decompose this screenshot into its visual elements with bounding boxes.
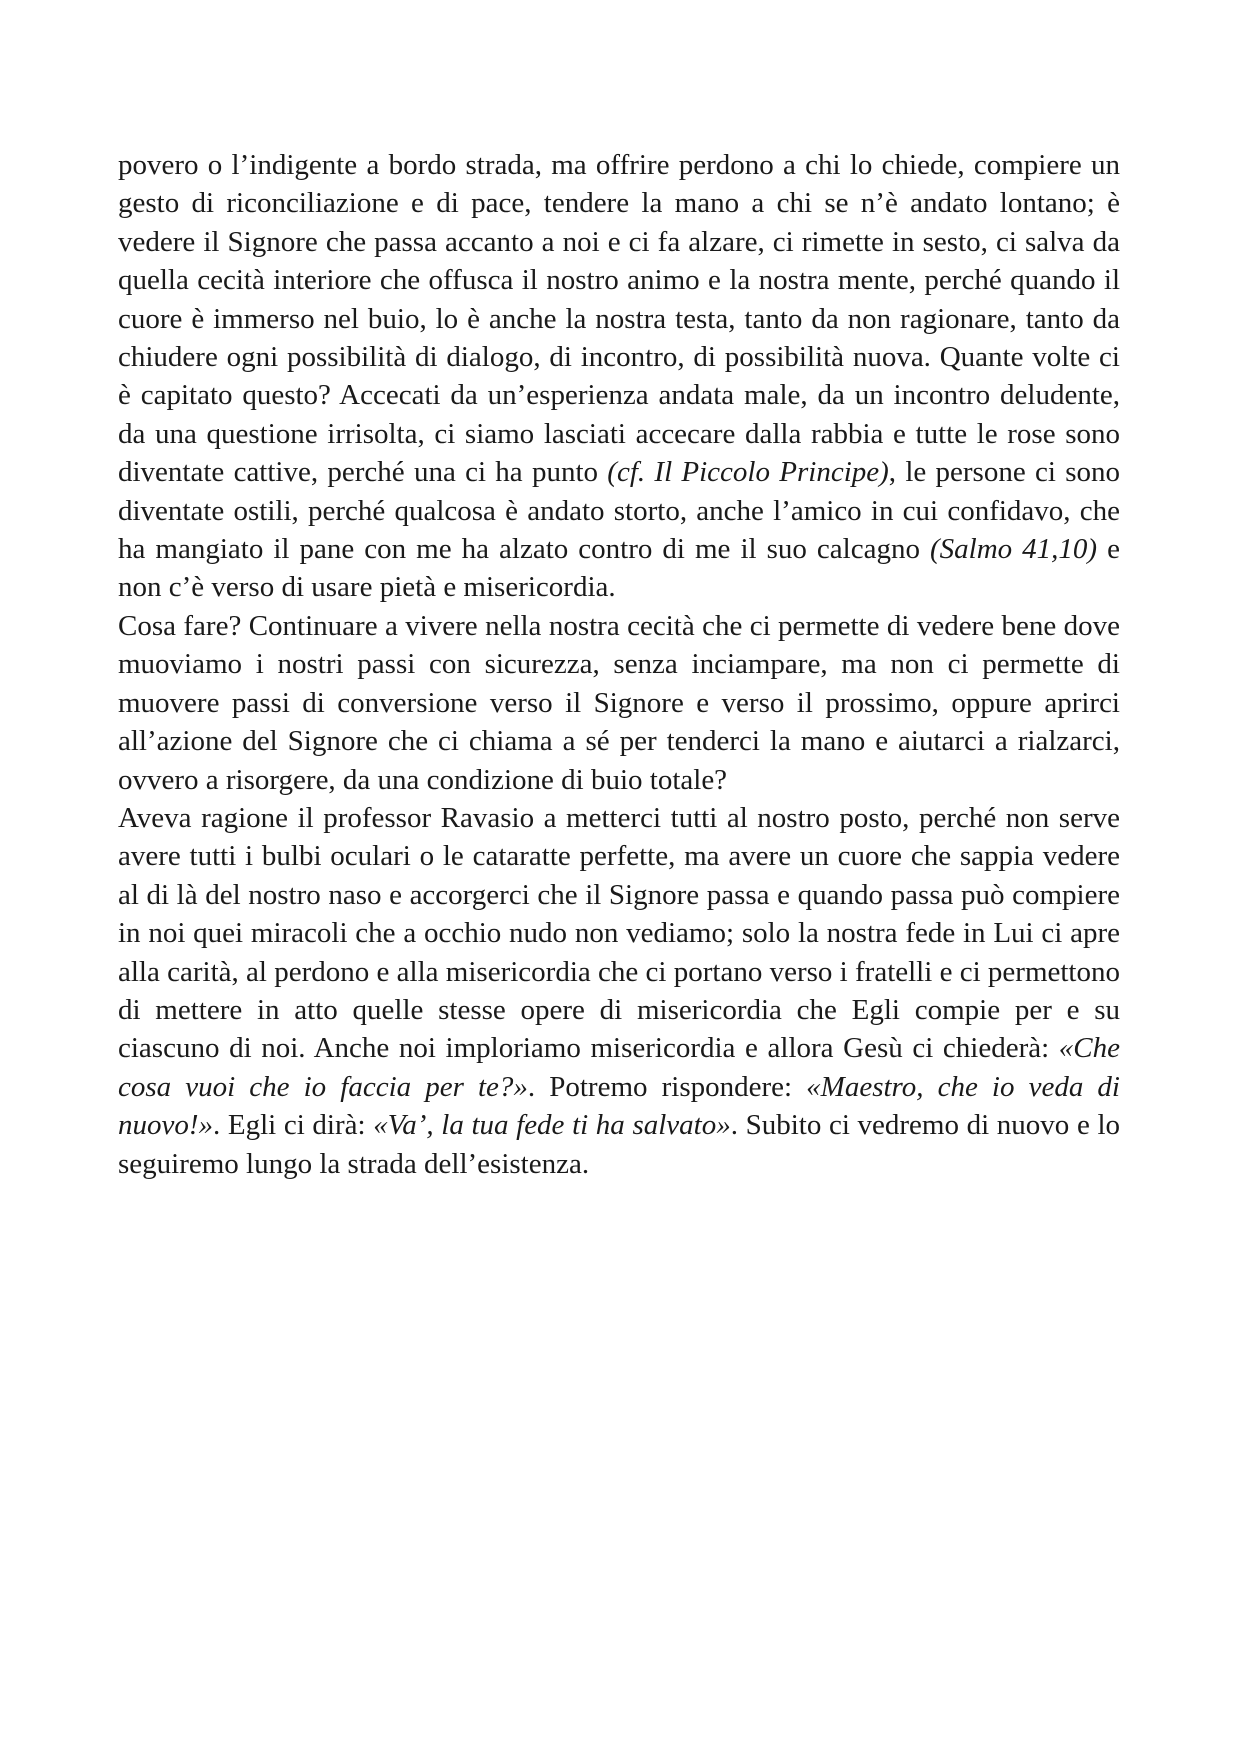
- paragraph-3: [118, 799, 1120, 1183]
- text-segment: . Subito ci vedremo di nuovo e lo seguiremo lungo la strada dell’esistenza.: [118, 1109, 1120, 1180]
- text-segment: Cosa fare? Continuare a vivere nella nostra cecità che ci permette di vedere bene dove muoviamo i nostri passi con sicurezza, senza inciampare, ma non ci permette di muovere passi di conversione verso il Signore e verso il prossimo, oppure aprirci all’azione del Signore che ci chiama a sé per tenderci la mano e aiutarci a rialzarci, ovvero a risorgere, da una condizione di buio totale?: [118, 609, 1120, 796]
- quote-answer: «Maestro, che io veda di nuovo!»: [118, 1070, 1120, 1142]
- text-segment: e non c’è verso di usare pietà e misericordia.: [118, 533, 1120, 604]
- body-text: [118, 146, 1120, 1183]
- citation-salmo: (Salmo 41,10): [929, 533, 1098, 566]
- quote-question: «Che cosa vuoi che io faccia per te?»: [118, 1032, 1120, 1103]
- text-segment: Aveva ragione il professor Ravasio a metterci tutti al nostro posto, perché non serve avere tutti i bulbi oculari o le cataratte perfette, ma avere un cuore che sappia vedere al di là del nostro naso e accorgerci che il Signore passa e quando passa può compiere in noi quei miracoli che a occhio nudo non vediamo; solo la nostra fede in Lui ci apre alla carità, al perdono e alla misericordia che ci portano verso i fratelli e ci permettono di mettere in atto quelle stesse opere di misericordia che Egli compie per e su ciascuno di noi. Anche noi imploriamo misericordia e allora Gesù ci chiederà:: [118, 801, 1120, 1065]
- paragraph-1: [118, 146, 1120, 607]
- paragraph-2: [118, 607, 1120, 799]
- text-segment: povero o l’indigente a bordo strada, ma offrire perdono a chi lo chiede, compiere un gesto di riconciliazione e di pace, tendere la mano a chi se n’è andato lontano; è vedere il Signore che passa accanto a noi e ci fa alzare, ci rimette in sesto, ci salva da quella cecità interiore che offusca il nostro animo e la nostra mente, perché quando il cuore è immerso nel buio, lo è anche la nostra testa, tanto da non ragionare, tanto da chiudere ogni possibilità di dialogo, di incontro, di possibilità nuova. Quante volte ci è capitato questo? Accecati da un’esperienza andata male, da un incontro deludente, da una questione irrisolta, ci siamo lasciati accecare dalla rabbia e tutte le rose sono diventate cattive, perché una ci ha punto: [118, 149, 1120, 489]
- citation-piccolo-principe: (cf. Il Piccolo Principe): [607, 456, 889, 489]
- quote-reply: «Va’, la tua fede ti ha salvato»: [373, 1109, 731, 1142]
- text-segment: , le persone ci sono diventate ostili, perché qualcosa è andato storto, anche l’amico in cui confidavo, che ha mangiato il pane con me ha alzato contro di me il suo calcagno: [118, 456, 1120, 566]
- text-segment: . Potremo rispondere:: [527, 1070, 807, 1103]
- text-segment: . Egli ci dirà:: [213, 1109, 374, 1142]
